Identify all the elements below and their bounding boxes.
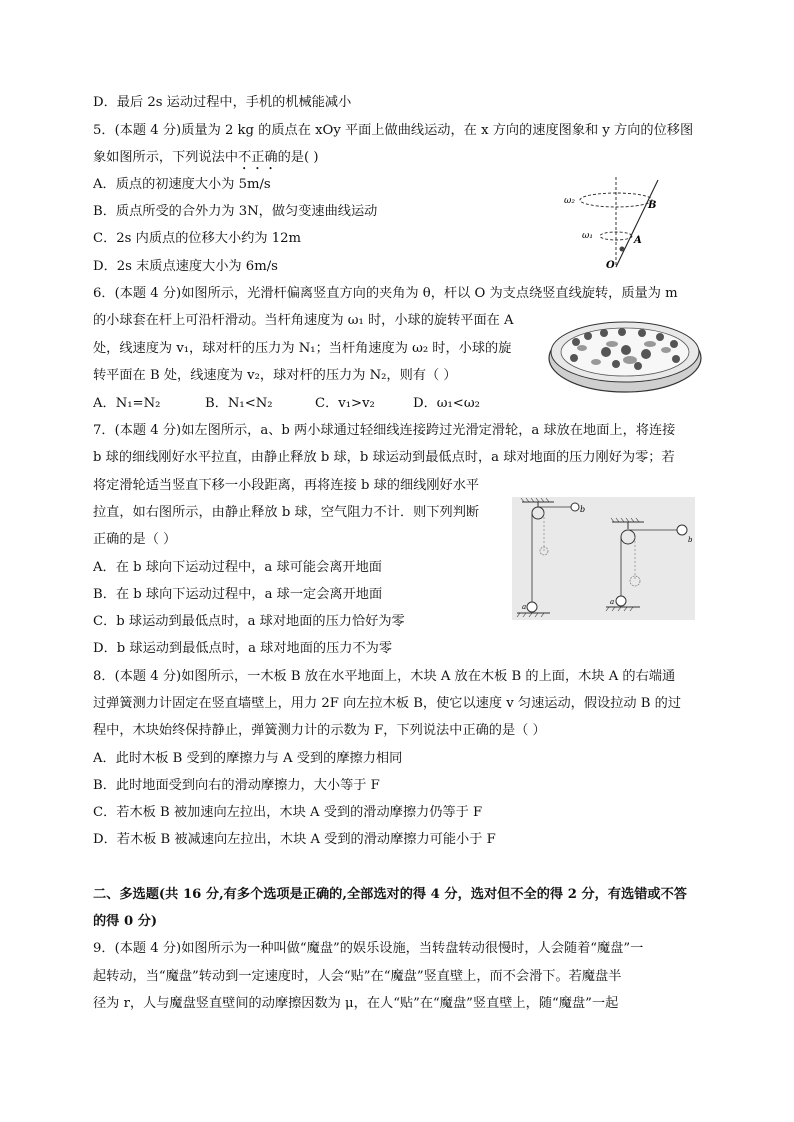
q8-stem-line3: 程中，木块始终保持静止，弹簧测力计的示数为 F，下列说法中正确的是（ ） xyxy=(93,723,546,738)
omega1-label: ω₁ xyxy=(582,231,593,241)
q8-option-b: B．此时地面受到向右的滑动摩擦力，大小等于 F xyxy=(93,778,380,793)
section-heading-line1: 二、多选题(共 16 分,有多个选项是正确的,全部选对的得 4 分，选对但不全的得 2 分，有选错或不答 xyxy=(93,887,687,902)
point-a-label: A xyxy=(634,235,642,246)
q5-stem-line2 xyxy=(93,149,318,173)
ball-a-right-label: a xyxy=(610,598,615,606)
q8-option-d: D．若木板 B 被减速向左拉出，木块 A 受到的滑动摩擦力可能小于 F xyxy=(93,832,496,847)
q9-stem-line2: 起转动，当“魔盘”转动到一定速度时，人会“贴”在“魔盘”竖直壁上，而不会滑下。若魔盘半 xyxy=(93,969,622,984)
q5-option-a: A．质点的初速度大小为 5m/s xyxy=(93,177,271,192)
q8-option-a: A．此时木板 B 受到的摩擦力与 A 受到的摩擦力相同 xyxy=(93,751,403,766)
q6-option-c: C．v₁>v₂ xyxy=(315,396,375,411)
q9-stem-line3: 径为 r，人与魔盘竖直壁间的动摩擦因数为 μ，在人“贴”在“魔盘”竖直壁上，随“魔盘”一起 xyxy=(93,996,619,1011)
rotating-rod-figure xyxy=(556,175,668,271)
q7-stem-line4: 拉直，如右图所示，由静止释放 b 球，空气阻力不计．则下列判断 xyxy=(93,505,480,520)
q9-stem-line1: 9．(本题 4 分)如图所示为一种叫做“魔盘”的娱乐设施，当转盘转动很慢时，人会随着“魔盘”一 xyxy=(93,941,644,956)
q6-stem-line2: 的小球套在杆上可沿杆滑动。当杆角速度为 ω₁ 时，小球的旋转平面在 A xyxy=(93,313,514,328)
q6-option-d: D．ω₁<ω₂ xyxy=(413,396,480,411)
q8-stem-line2: 过弹簧测力计固定在竖直墙壁上，用力 2F 向左拉木板 B，使它以速度 v 匀速运动，假设拉动 B 的过 xyxy=(93,696,682,711)
point-b-label: B xyxy=(648,200,657,211)
q8-option-c: C．若木板 B 被加速向左拉出，木块 A 受到的滑动摩擦力仍等于 F xyxy=(93,805,483,820)
ball-b-right-label: b xyxy=(688,536,693,544)
omega2-label: ω₂ xyxy=(564,196,575,206)
q6-option-a: A．N₁=N₂ xyxy=(93,396,161,411)
q5-stem-line1: 5．(本题 4 分)质量为 2 kg 的质点在 xOy 平面上做曲线运动，在 x 方向的速度图象和 y 方向的位移图 xyxy=(93,123,694,138)
q7-option-d: D．b 球运动到最低点时，a 球对地面的压力不为零 xyxy=(93,641,393,656)
q8-stem-line1: 8．(本题 4 分)如图所示，一木板 B 放在水平地面上，木块 A 放在木板 B 的上面，木块 A 的右端通 xyxy=(93,669,676,684)
q6-stem-line4: 转平面在 B 处，线速度为 v₂，球对杆的压力为 N₂，则有（ ） xyxy=(93,368,457,383)
q6-option-b: B．N₁<N₂ xyxy=(205,396,273,411)
q5-stem-text: 象如图所示，下列说法中 xyxy=(93,150,239,165)
pulley-figures xyxy=(512,497,695,620)
q7-stem-line5: 正确的是（ ） xyxy=(93,532,177,547)
q5-option-b: B．质点所受的合外力为 3N，做匀变速曲线运动 xyxy=(93,204,378,219)
point-o-label: O xyxy=(606,260,615,271)
section-heading-line2: 的得 0 分) xyxy=(93,914,158,929)
q6-stem-line3: 处，线速度为 v₁，球对杆的压力为 N₁；当杆角速度为 ω₂ 时，小球的旋 xyxy=(93,341,512,356)
magic-disc-figure xyxy=(546,312,704,396)
q4-option-d: D．最后 2s 运动过程中，手机的机械能减小 xyxy=(93,95,352,110)
q5-emphasis: 不正确 xyxy=(238,150,278,165)
q6-stem-line1: 6．(本题 4 分)如图所示，光滑杆偏离竖直方向的夹角为 θ，杆以 O 为支点绕竖直线旋转，质量为 m xyxy=(93,286,678,301)
q7-option-c: C．b 球运动到最低点时，a 球对地面的压力恰好为零 xyxy=(93,614,405,629)
q5-option-c: C．2s 内质点的位移大小约为 12m xyxy=(93,231,301,246)
q7-option-a: A．在 b 球向下运动过程中，a 球可能会离开地面 xyxy=(93,560,382,575)
q5-stem-end: 的是( ) xyxy=(277,150,319,165)
q7-option-b: B．在 b 球向下运动过程中，a 球一定会离开地面 xyxy=(93,587,383,602)
ball-a-left-label: a xyxy=(522,603,527,611)
q7-stem-line2: b 球的细线刚好水平拉直，由静止释放 b 球，b 球运动到最低点时，a 球对地面的压力刚好为零；若 xyxy=(93,450,675,465)
ball-b-left-label: b xyxy=(580,505,586,514)
q7-stem-line3: 将定滑轮适当竖直下移一小段距离，再将连接 b 球的细线刚好水平 xyxy=(93,478,480,493)
q5-option-d: D．2s 末质点速度大小为 6m/s xyxy=(93,259,278,274)
q7-stem-line1: 7．(本题 4 分)如左图所示，a、b 两小球通过轻细线连接跨过光滑定滑轮，a 球放在地面上，将连接 xyxy=(93,423,676,438)
